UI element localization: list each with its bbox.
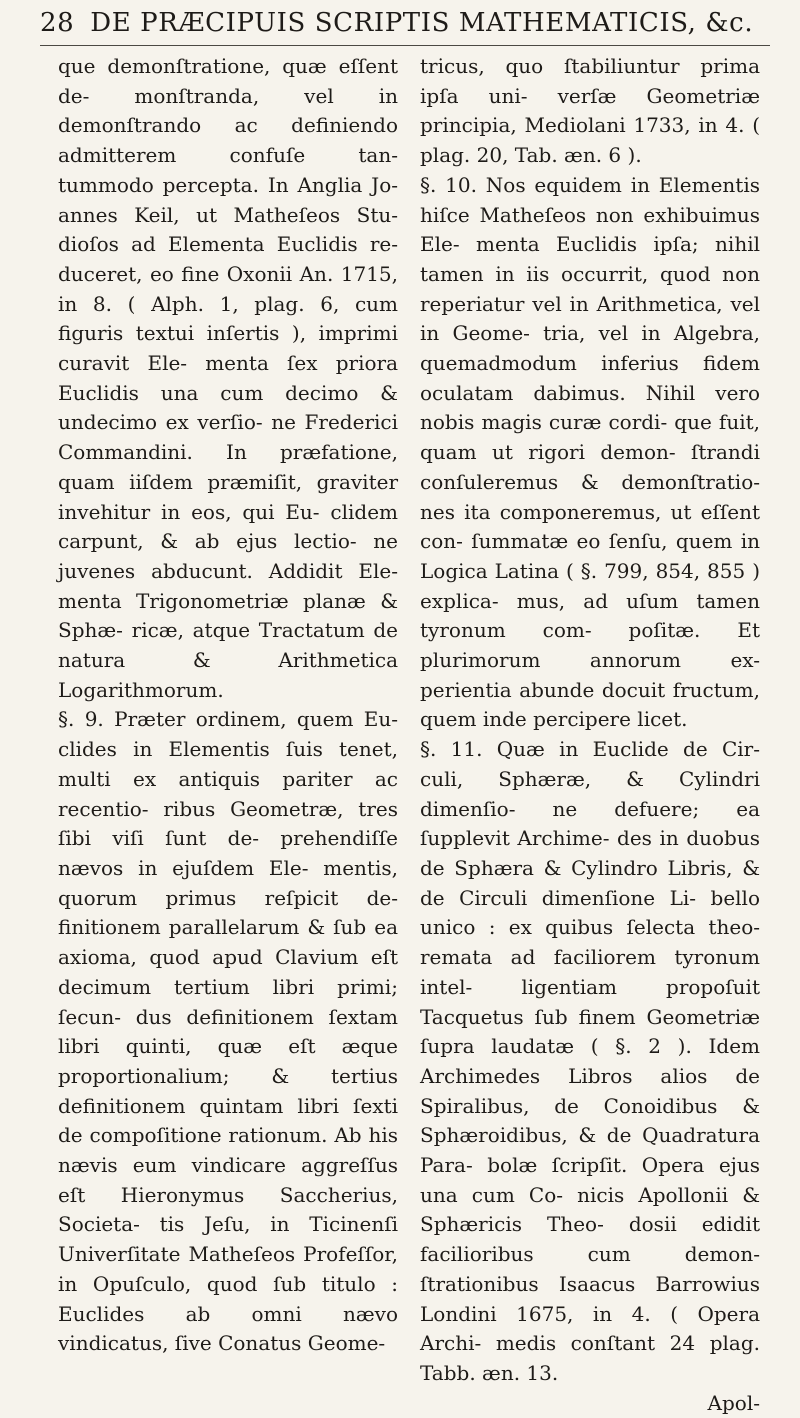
header-rule — [40, 45, 770, 46]
running-title: DE PRÆCIPUIS SCRIPTIS MATHEMATICIS, &c. — [90, 8, 754, 38]
running-header — [40, 4, 780, 42]
left-column — [58, 52, 398, 1356]
catchword: Apol- — [707, 1390, 760, 1415]
paragraph: §. 11. Quæ in Euclide de Cir- culi, Sphæræ, & Cylindri dimenſio- ne defuere; ea ſupplevit Archime- des in duobus de Sphæra & Cylindro Libris, & de Circuli dimenſione Li- bello unico : ex quibus ſelecta theo- remata ad faciliorem tyronum intel- ligentiam propoſuit Tacquetus ſub finem Geometriæ ſupra laudatæ ( §. 2 ). Idem Archimedes Libros alios de Spiralibus, de Conoidibus & Sphæroidibus, & de Quadratura Para- bolæ ſcripſit. Opera ejus una cum Co- nicis Apollonii & Sphæricis Theo- dosii edidit facilioribus cum demon- ſtrationibus Isaacus Barrowius Londini 1675, in 4. ( Opera Archi- medis conſtant 24 plag. Tabb. æn. 13. — [420, 737, 760, 1385]
paragraph: §. 9. Præter ordinem, quem Eu- clides in Elementis ſuis tenet, multi ex antiquis pariter ac recentio- ribus Geometræ, tres ſibi viſi ſunt de- prehendiſſe nævos in ejuſdem Ele- mentis, quorum primus reſpicit de- finitionem parallelarum & ſub ea axioma, quod apud Clavium eſt decimum tertium libri primi; ſecun- dus definitionem ſextam libri quinti, quæ eſt æque proportionalium; & tertius definitionem quintam libri ſexti de compoſitione rationum. Ab his nævis eum vindicare aggreſſus eſt Hieronymus Saccherius, Societa- tis Jeſu, in Ticinenſi Univerſitate Matheſeos Profeſſor, in Opuſculo, quod ſub titulo : Euclides ab omni nævo vindicatus, ſive Conatus Geome- — [58, 707, 398, 1356]
page-number: 28 — [40, 8, 75, 38]
right-column — [420, 52, 760, 1415]
paragraph: §. 10. Nos equidem in Elementis hiſce Matheſeos non exhibuimus Ele- menta Euclidis ipſa; nihil tamen in iis occurrit, quod non reperiatur vel in Arithmetica, vel in Geome- tria, vel in Algebra, quemadmodum inferius fidem oculatam dabimus. Nihil vero nobis magis curæ cordi- que fuit, quam ut rigori demon- ſtrandi conſuleremus & demonſtratio- nes ita componeremus, ut eſſent con- ſummatæ eo ſenſu, quem in Logica Latina ( §. 799, 854, 855 ) explica- mus, ad uſum tamen tyronum com- poſitæ. Et plurimorum annorum ex- perientia abunde docuit fructum, quem inde percipere licet. — [420, 172, 760, 732]
paragraph: tricus, quo ſtabiliuntur prima ipſa uni- verſæ Geometriæ principia, Mediolani 1733, in 4. ( plag. 20, Tab. æn. 6 ). — [420, 54, 760, 168]
paragraph: que demonſtratione, quæ eſſent de- monſtranda, vel in demonſtrando ac definiendo admitterem confuſe tan- tummodo percepta. In Anglia Jo- annes Keil, ut Matheſeos Stu- dioſos ad Elementa Euclidis re- duceret, eo fine Oxonii An. 1715, in 8. ( Alph. 1, plag. 6, cum figuris textui inſertis ), imprimi curavit Ele- menta ſex priora Euclidis una cum decimo & undecimo ex verſio- ne Frederici Commandini. In præfatione, quam iiſdem præmiſit, graviter invehitur in eos, qui Eu- clidem carpunt, & ab ejus lectio- ne juvenes abducunt. Addidit Ele- menta Trigonometriæ planæ & Sphæ- ricæ, atque Tractatum de natura & Arithmetica Logarithmorum. — [58, 54, 398, 702]
